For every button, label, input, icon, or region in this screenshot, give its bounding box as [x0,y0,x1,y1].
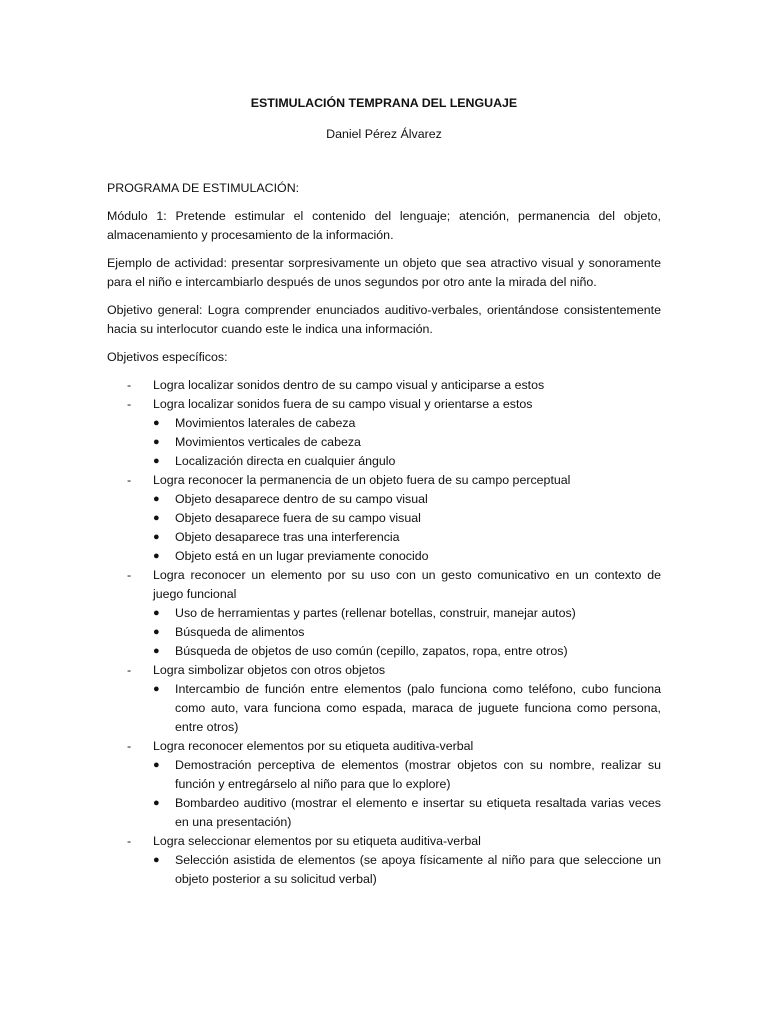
bullet-icon: ● [153,797,160,809]
sub-objective-list [153,851,661,889]
sub-objective-item [153,433,661,452]
sub-objective-text: Uso de herramientas y partes (rellenar botellas, construir, manejar autos) [175,606,576,620]
objective-text: Logra reconocer un elemento por su uso con un gesto comunicativo en un contexto de juego funcional [153,568,661,601]
sub-objective-item [153,642,661,661]
paragraph-objetivo-general: Objetivo general: Logra comprender enunciados auditivo-verbales, orientándose consistentemente hacia su interlocutor cuando este le indica una información. [107,303,661,336]
sub-objective-text: Movimientos verticales de cabeza [175,435,361,449]
dash-marker: - [127,663,132,677]
objective-text: Logra reconocer la permanencia de un objeto fuera de su campo perceptual [153,473,571,487]
sub-objective-text: Demostración perceptiva de elementos (mostrar objetos con su nombre, realizar su función y entregárselo al niño para que lo explore) [175,758,661,791]
sub-objective-text: Búsqueda de objetos de uso común (cepillo, zapatos, ropa, entre otros) [175,644,568,658]
bullet-icon: ● [153,417,160,429]
objective-item [107,376,661,395]
dash-marker: - [127,473,132,487]
paragraph-objetivos-especificos: Objetivos específicos: [107,350,228,364]
document-author: Daniel Pérez Álvarez [326,127,442,141]
sub-objective-text: Bombardeo auditivo (mostrar el elemento e insertar su etiqueta resaltada varias veces en una presentación) [175,796,661,829]
paragraph-modulo: Módulo 1: Pretende estimular el contenido del lenguaje; atención, permanencia del objeto, almacenamiento y procesamiento de la información. [107,209,661,242]
sub-objective-text: Selección asistida de elementos (se apoya físicamente al niño para que seleccione un objeto posterior a su solicitud verbal) [175,853,661,886]
document-title: ESTIMULACIÓN TEMPRANA DEL LENGUAJE [250,96,518,110]
objective-item [107,661,661,737]
sub-objective-item [153,851,661,889]
bullet-icon: ● [153,645,160,657]
sub-objective-item [153,528,661,547]
objective-item [107,471,661,566]
dash-marker: - [127,834,132,848]
objective-text: Logra localizar sonidos dentro de su campo visual y anticiparse a estos [153,378,545,392]
sub-objective-list [153,680,661,737]
dash-marker: - [127,739,132,753]
bullet-icon: ● [153,683,160,695]
bullet-icon: ● [153,550,160,562]
bullet-icon: ● [153,512,160,524]
objective-text: Logra localizar sonidos fuera de su campo visual y orientarse a estos [153,397,533,411]
sub-objective-text: Objeto está en un lugar previamente conocido [175,549,429,563]
objective-item [107,395,661,471]
bullet-icon: ● [153,854,160,866]
sub-objective-text: Objeto desaparece dentro de su campo visual [175,492,428,506]
bullet-icon: ● [153,759,160,771]
objective-text: Logra seleccionar elementos por su etiqueta auditiva-verbal [153,834,481,848]
objective-item [107,832,661,889]
dash-marker: - [127,568,132,582]
document-page [107,94,661,889]
objective-text: Logra simbolizar objetos con otros objetos [153,663,386,677]
bullet-icon: ● [153,626,160,638]
sub-objective-list [153,756,661,832]
sub-objective-list [153,414,661,471]
objective-item [107,737,661,832]
sub-objective-item [153,509,661,528]
bullet-icon: ● [153,455,160,467]
section-heading: PROGRAMA DE ESTIMULACIÓN: [107,181,300,195]
sub-objective-item [153,680,661,737]
dash-marker: - [127,378,132,392]
sub-objective-list [153,490,661,566]
paragraph-ejemplo: Ejemplo de actividad: presentar sorpresivamente un objeto que sea atractivo visual y sonoramente para el niño e intercambiarlo después de unos segundos por otro ante la mirada del niño. [107,256,661,289]
sub-objective-text: Objeto desaparece tras una interferencia [175,530,400,544]
sub-objective-text: Objeto desaparece fuera de su campo visual [175,511,421,525]
sub-objective-item [153,623,661,642]
sub-objective-list [153,604,661,661]
sub-objective-item [153,604,661,623]
bullet-icon: ● [153,531,160,543]
sub-objective-item [153,547,661,566]
sub-objective-text: Búsqueda de alimentos [175,625,305,639]
sub-objective-item [153,756,661,794]
sub-objective-item [153,490,661,509]
sub-objective-text: Localización directa en cualquier ángulo [175,454,396,468]
sub-objective-item [153,794,661,832]
sub-objective-item [153,452,661,471]
objective-text: Logra reconocer elementos por su etiqueta auditiva-verbal [153,739,474,753]
bullet-icon: ● [153,493,160,505]
objective-item [107,566,661,661]
sub-objective-text: Movimientos laterales de cabeza [175,416,356,430]
objectives-list [107,376,661,889]
sub-objective-text: Intercambio de función entre elementos (palo funciona como teléfono, cubo funciona como auto, vara funciona como espada, maraca de juguete funciona como persona, entre otros) [175,682,661,734]
dash-marker: - [127,397,132,411]
bullet-icon: ● [153,607,160,619]
sub-objective-item [153,414,661,433]
bullet-icon: ● [153,436,160,448]
